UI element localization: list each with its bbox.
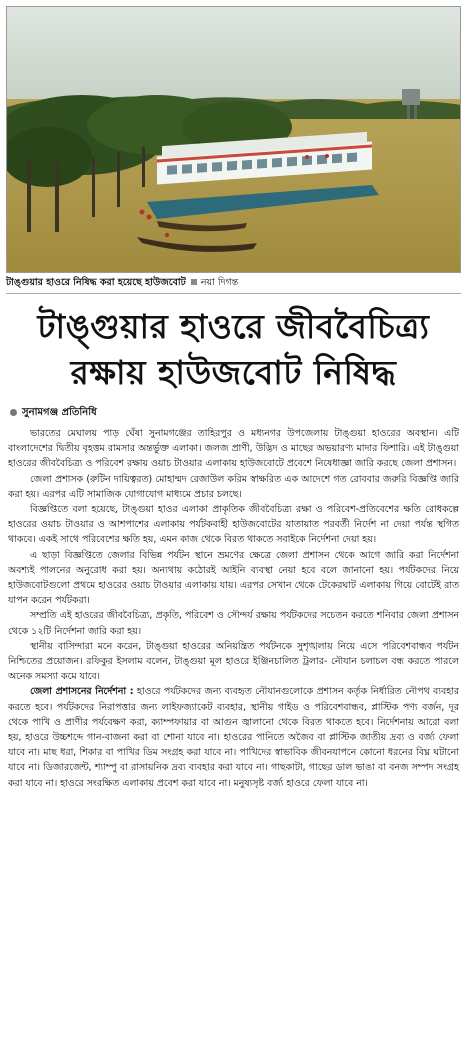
directives-paragraph — [6, 684, 461, 790]
bullet-icon — [10, 409, 17, 416]
byline — [10, 406, 461, 420]
directives-text: হাওরে পর্যটকদের জন্য ব্যবহৃত নৌযানগুলোকে প্রশাসন কর্তৃক নির্ধারিত নৌপথ ব্যবহার করতে হবে। পর্যটকদের নিরাপত্তার জন্য লাইফজ্যাকেট ব্যবহার, স্থানীয় গাইড ও পরিবেশবান্ধব, প্লাস্টিক পণ্য বর্জন, দূর থেকে পাখি ও প্রাণীর পর্যবেক্ষণ করা, ক্যাম্পফায়ার বা আগুন জ্বালানো থেকে বিরত থাকতে হবে। নির্দেশনায় আরো বলা হয়, হাওরে উচ্চশব্দে গান-বাজনা করা বা শোনা যাবে না। হাওরের পানিতে অজৈব বা প্লাস্টিক জাতীয় দ্রব্য ও বর্জ্য ফেলা যাবে না। মাছ ধরা, শিকার বা পাখির ডিম সংগ্রহ করা যাবে না। পাখিদের স্বাভাবিক জীবনযাপনে কোনো ধরনের বিঘ্ন ঘটানো যাবে না। ডিজারজেন্ট, শ্যাম্পু বা রাসায়নিক দ্রব্য ব্যবহার করা যাবে না। গাছকাটা, গাছের ডাল ভাঙা বা বনজ সম্পদ সংগ্রহ করা যাবে না। হাওরে সংরক্ষিত এলাকায় প্রবেশ করা যাবে না। মনুষ্যসৃষ্ট বর্জ্য হাওরে ফেলা যাবে না। — [8, 686, 460, 789]
headline-line-1: টাঙ্গুয়ার হাওরে জীববৈচিত্র্য — [37, 307, 430, 346]
article-body — [6, 426, 461, 791]
paragraph: জেলা প্রশাসক (রুটিন দায়িত্বরত) মোহাম্মদ রেজাউল করিম স্বাক্ষরিত এক আদেশে গত রোববার জরুরি বিজ্ঞপ্তি জারি করা হয়। এরপর এটি সামাজিক যোগাযোগ মাধ্যমে প্রচার চলছে। — [8, 473, 459, 500]
caption-source: নয়া দিগন্ত — [200, 277, 239, 288]
headline-line-2: রক্ষায় হাউজবোট নিষিদ্ধ — [70, 353, 397, 392]
directives-heading: জেলা প্রশাসনের নির্দেশনা : — [30, 686, 134, 698]
paragraph: ভারতের মেঘালয় পাড় ঘেঁষা সুনামগঞ্জের তাহিরপুর ও মধ্যনগর উপজেলায় টাঙ্গুয়া হাওরের অবস্থান। এটি বাংলাদেশের দ্বিতীয় বৃহত্তম রামসার অন্তর্ভুক্ত এলাকা। জলজ প্রাণী, উদ্ভিদ ও মাছের অভয়ারণ্য মাদার ফিশারি। এই টাঙ্গুয়া হাওরের জীববৈচিত্র্য ও পরিবেশ রক্ষায় ওয়াচ টাওয়ার এলাকায় হাউজবোটে প্রবেশে নিষেধাজ্ঞা জারি করছে জেলা প্রশাসন। — [8, 428, 459, 470]
photo-caption — [6, 276, 461, 294]
article-headline — [6, 304, 461, 396]
paragraph: সম্প্রতি এই হাওরের জীববৈচিত্র্য, প্রকৃতি, পরিবেশ ও সৌন্দর্য রক্ষায় পর্যটকদের সচেতন করতে শনিবার জেলা প্রশাসন থেকে ১২টি নির্দেশনা জারি করা হয়। — [8, 610, 459, 637]
caption-separator-icon — [191, 279, 197, 285]
paragraph: এ ছাড়া বিজ্ঞপ্তিতে জেলার বিভিন্ন পর্যটন স্থানে ভ্রমণের ক্ষেত্রে জেলা প্রশাসন থেকে আগে জারি করা নির্দেশনা অবশ্যই পালনের অনুরোধ করা হয়। অন্যথায় কঠোরই আইনি ব্যবস্থা নেয়া হবে বলে জানানো হয়। পর্যটকদের নিয়ে হাউজবোটগুলো প্রথমে হাওরের ওয়াচ টাওয়ার এলাকায় যায়। এরপর সেখান থেকে টেকেরঘাট এলাকায় গিয়ে বোটেই রাত যাপন করেন পর্যটকরা। — [8, 549, 459, 607]
houseboat-photo — [7, 7, 461, 273]
byline-text: সুনামগঞ্জ প্রতিনিধি — [22, 407, 97, 418]
caption-text: টাঙ্গুয়ার হাওরে নিষিদ্ধ করা হয়েছে হাউজবোট — [6, 277, 186, 288]
watch-tower-icon — [402, 89, 420, 105]
paragraph: স্থানীয় বাসিন্দারা মনে করেন, টাঙ্গুয়া হাওরের অনিয়ন্ত্রিত পর্যটনকে সুশৃঙ্খলায় নিয়ে এসে পরিবেশবান্ধব পর্যটন নিশ্চিতের প্রয়োজন। রফিকুর ইসলাম বলেন, টাঙ্গুয়া মূল হাওরে ইঞ্জিনচালিত ট্রলার- নৌযান চলাচল বন্ধ করতে পারলে অনেক সমস্যা কমে যাবে। — [8, 640, 459, 683]
paragraph: বিজ্ঞপ্তিতে বলা হয়েছে, টাঙ্গুয়া হাওর এলাকা প্রাকৃতিক জীববৈচিত্র্য রক্ষা ও পরিবেশ-প্রতিবেশের ক্ষতি রোধকল্পে হাওরের ওয়াচ টাওয়ার ও আশপাশের এলাকায় পর্যটকবাহী হাউজবোটের যাতায়াত পরবর্তী নির্দেশ না দেয়া পর্যন্ত স্থগিত থাকবে। একই সাথে পরিবেশের ক্ষতি হয়, এমন কাজ থেকে বিরত থাকতে সবাইকে নির্দেশনা দেয়া হয়। — [8, 504, 459, 546]
news-photo — [6, 6, 461, 273]
